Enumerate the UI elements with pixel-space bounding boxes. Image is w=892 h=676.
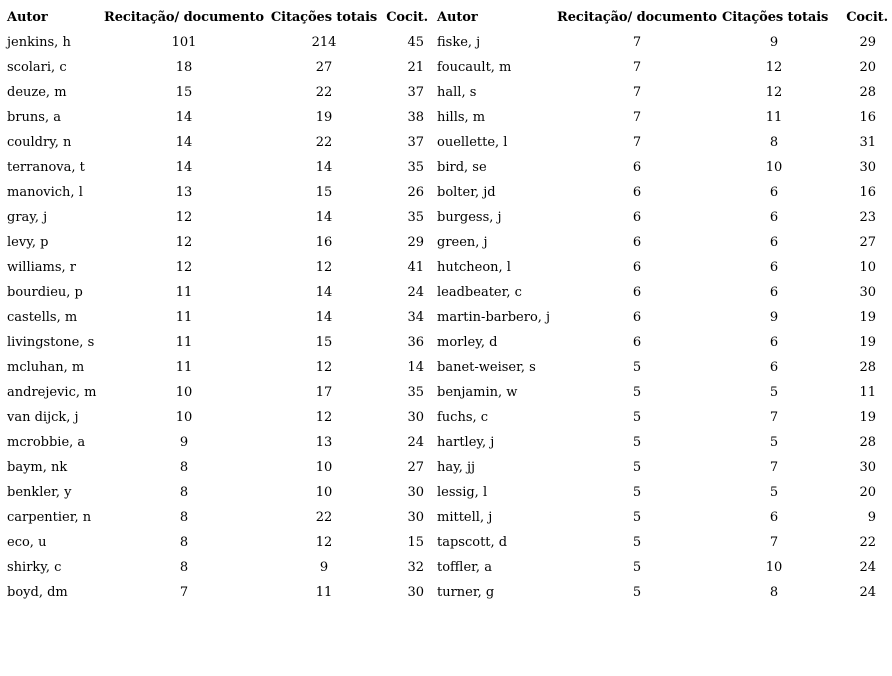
right-author-cell: turner, g bbox=[437, 585, 495, 600]
left-author-cell: jenkins, h bbox=[7, 35, 71, 50]
left-cocitation-cell: 37 bbox=[407, 135, 424, 150]
right-author-cell: hutcheon, l bbox=[437, 260, 511, 275]
right-recitation-cell: 7 bbox=[632, 60, 642, 75]
right-cocitation-cell: 24 bbox=[859, 560, 876, 575]
right-cocitation-cell: 30 bbox=[859, 285, 876, 300]
table-row bbox=[0, 530, 892, 555]
right-author-cell: burgess, j bbox=[437, 210, 502, 225]
left-recitation-cell: 9 bbox=[179, 435, 189, 450]
left-recitation-cell: 11 bbox=[175, 310, 193, 325]
left-recitation-cell: 14 bbox=[175, 135, 193, 150]
right-author-cell: bolter, jd bbox=[437, 185, 496, 200]
left-author-cell: benkler, y bbox=[7, 485, 72, 500]
table-row bbox=[0, 380, 892, 405]
left-total-citations-cell: 11 bbox=[315, 585, 333, 600]
left-author-cell: eco, u bbox=[7, 535, 47, 550]
left-cocitation-cell: 36 bbox=[407, 335, 424, 350]
right-cocitation-cell: 28 bbox=[859, 360, 876, 375]
left-cocitation-cell: 27 bbox=[407, 460, 424, 475]
left-cocitation-cell: 24 bbox=[407, 285, 424, 300]
left-total-citations-cell: 12 bbox=[315, 360, 333, 375]
left-author-cell: andrejevic, m bbox=[7, 385, 97, 400]
right-cocitation-cell: 20 bbox=[859, 60, 876, 75]
right-total-citations-cell: 6 bbox=[769, 360, 779, 375]
left-total-citations-cell: 22 bbox=[315, 85, 333, 100]
left-cocitation-cell: 29 bbox=[407, 235, 424, 250]
right-total-citations-cell: 9 bbox=[769, 35, 779, 50]
left-cocitation-cell: 35 bbox=[407, 210, 424, 225]
left-cocitation-cell: 35 bbox=[407, 160, 424, 175]
table-row bbox=[0, 305, 892, 330]
right-total-citations-cell: 6 bbox=[769, 210, 779, 225]
left-total-citations-cell: 22 bbox=[315, 510, 333, 525]
right-recitation-cell: 7 bbox=[632, 135, 642, 150]
left-author-cell: baym, nk bbox=[7, 460, 68, 475]
right-cocitation-cell: 9 bbox=[867, 510, 876, 525]
right-author-cell: hay, jj bbox=[437, 460, 476, 475]
left-author-cell: terranova, t bbox=[7, 160, 85, 175]
right-author-cell: leadbeater, c bbox=[437, 285, 522, 300]
left-recitation-cell: 10 bbox=[175, 385, 193, 400]
left-author-cell: mcluhan, m bbox=[7, 360, 85, 375]
right-total-citations-cell: 6 bbox=[769, 235, 779, 250]
left-recitation-cell: 14 bbox=[175, 160, 193, 175]
table-row bbox=[0, 405, 892, 430]
left-total-citations-cell: 12 bbox=[315, 410, 333, 425]
left-author-cell: williams, r bbox=[7, 260, 76, 275]
right-recitation-cell: 5 bbox=[632, 460, 642, 475]
left-recitation-cell: 8 bbox=[179, 460, 189, 475]
right-author-cell: toffler, a bbox=[437, 560, 492, 575]
right-total-citations-cell: 5 bbox=[769, 435, 779, 450]
right-cocitation-cell: 31 bbox=[859, 135, 876, 150]
left-cocitation-cell: 32 bbox=[407, 560, 424, 575]
right-recitation-cell: 6 bbox=[632, 235, 642, 250]
table-row bbox=[0, 180, 892, 205]
right-recitation-cell: 6 bbox=[632, 310, 642, 325]
left-cocitation-cell: 30 bbox=[407, 585, 424, 600]
right-total-citations-cell: 5 bbox=[769, 485, 779, 500]
right-author-cell: hills, m bbox=[437, 110, 486, 125]
left-recitation-cell: 11 bbox=[175, 285, 193, 300]
right-total-citations-cell: 6 bbox=[769, 260, 779, 275]
left-total-citations-cell: 27 bbox=[315, 60, 333, 75]
header-recitation: Recitação/ documento bbox=[104, 10, 264, 25]
table-row bbox=[0, 455, 892, 480]
left-total-citations-cell: 214 bbox=[311, 35, 337, 50]
right-author-cell: lessig, l bbox=[437, 485, 488, 500]
left-total-citations-cell: 15 bbox=[315, 185, 333, 200]
left-total-citations-cell: 13 bbox=[315, 435, 333, 450]
right-total-citations-cell: 6 bbox=[769, 510, 779, 525]
right-recitation-cell: 5 bbox=[632, 510, 642, 525]
right-recitation-cell: 6 bbox=[632, 185, 642, 200]
left-cocitation-cell: 38 bbox=[407, 110, 424, 125]
left-author-cell: shirky, c bbox=[7, 560, 62, 575]
left-author-cell: couldry, n bbox=[7, 135, 72, 150]
right-author-cell: green, j bbox=[437, 235, 488, 250]
right-recitation-cell: 5 bbox=[632, 485, 642, 500]
left-total-citations-cell: 17 bbox=[315, 385, 333, 400]
table-row bbox=[0, 105, 892, 130]
left-author-cell: manovich, l bbox=[7, 185, 83, 200]
left-cocitation-cell: 35 bbox=[407, 385, 424, 400]
left-recitation-cell: 8 bbox=[179, 560, 189, 575]
left-total-citations-cell: 10 bbox=[315, 485, 333, 500]
left-total-citations-cell: 12 bbox=[315, 535, 333, 550]
left-total-citations-cell: 9 bbox=[319, 560, 329, 575]
right-cocitation-cell: 27 bbox=[859, 235, 876, 250]
left-recitation-cell: 11 bbox=[175, 360, 193, 375]
right-recitation-cell: 7 bbox=[632, 110, 642, 125]
left-recitation-cell: 12 bbox=[175, 260, 193, 275]
right-author-cell: fiske, j bbox=[437, 35, 481, 50]
right-recitation-cell: 5 bbox=[632, 410, 642, 425]
right-total-citations-cell: 10 bbox=[765, 560, 783, 575]
table-body bbox=[0, 30, 892, 605]
right-recitation-cell: 5 bbox=[632, 535, 642, 550]
left-author-cell: carpentier, n bbox=[7, 510, 92, 525]
right-cocitation-cell: 11 bbox=[859, 385, 876, 400]
left-cocitation-cell: 14 bbox=[407, 360, 424, 375]
left-recitation-cell: 10 bbox=[175, 410, 193, 425]
right-cocitation-cell: 30 bbox=[859, 160, 876, 175]
right-recitation-cell: 5 bbox=[632, 360, 642, 375]
right-cocitation-cell: 30 bbox=[859, 460, 876, 475]
right-total-citations-cell: 12 bbox=[765, 85, 783, 100]
right-recitation-cell: 5 bbox=[632, 385, 642, 400]
right-author-cell: ouellette, l bbox=[437, 135, 508, 150]
right-author-cell: tapscott, d bbox=[437, 535, 508, 550]
right-recitation-cell: 7 bbox=[632, 85, 642, 100]
left-total-citations-cell: 12 bbox=[315, 260, 333, 275]
left-recitation-cell: 12 bbox=[175, 210, 193, 225]
right-cocitation-cell: 16 bbox=[859, 110, 876, 125]
left-total-citations-cell: 19 bbox=[315, 110, 333, 125]
table-row bbox=[0, 430, 892, 455]
right-cocitation-cell: 19 bbox=[859, 335, 876, 350]
left-author-cell: bourdieu, p bbox=[7, 285, 83, 300]
left-cocitation-cell: 15 bbox=[407, 535, 424, 550]
right-recitation-cell: 6 bbox=[632, 210, 642, 225]
left-cocitation-cell: 45 bbox=[407, 35, 424, 50]
left-cocitation-cell: 26 bbox=[407, 185, 424, 200]
right-recitation-cell: 5 bbox=[632, 435, 642, 450]
left-cocitation-cell: 34 bbox=[407, 310, 424, 325]
table-row bbox=[0, 230, 892, 255]
table-row bbox=[0, 205, 892, 230]
right-cocitation-cell: 19 bbox=[859, 310, 876, 325]
right-total-citations-cell: 11 bbox=[765, 110, 783, 125]
left-cocitation-cell: 30 bbox=[407, 485, 424, 500]
right-cocitation-cell: 23 bbox=[859, 210, 876, 225]
left-recitation-cell: 8 bbox=[179, 535, 189, 550]
left-recitation-cell: 18 bbox=[175, 60, 193, 75]
left-recitation-cell: 12 bbox=[175, 235, 193, 250]
table-row bbox=[0, 580, 892, 605]
right-recitation-cell: 5 bbox=[632, 560, 642, 575]
left-total-citations-cell: 14 bbox=[315, 160, 333, 175]
table-row bbox=[0, 355, 892, 380]
right-cocitation-cell: 24 bbox=[859, 585, 876, 600]
left-recitation-cell: 7 bbox=[179, 585, 189, 600]
right-recitation-cell: 6 bbox=[632, 160, 642, 175]
right-author-cell: mittell, j bbox=[437, 510, 493, 525]
table-row bbox=[0, 55, 892, 80]
right-author-cell: banet-weiser, s bbox=[437, 360, 536, 375]
left-total-citations-cell: 14 bbox=[315, 285, 333, 300]
right-total-citations-cell: 8 bbox=[769, 135, 779, 150]
left-recitation-cell: 8 bbox=[179, 485, 189, 500]
right-total-citations-cell: 6 bbox=[769, 285, 779, 300]
right-cocitation-cell: 28 bbox=[859, 435, 876, 450]
right-total-citations-cell: 5 bbox=[769, 385, 779, 400]
left-recitation-cell: 13 bbox=[175, 185, 193, 200]
header-total-citations: Citações totais bbox=[722, 10, 829, 25]
left-cocitation-cell: 37 bbox=[407, 85, 424, 100]
citation-table bbox=[0, 5, 892, 605]
left-total-citations-cell: 14 bbox=[315, 210, 333, 225]
header-cocitation: Cocit. bbox=[386, 10, 428, 25]
left-recitation-cell: 15 bbox=[175, 85, 193, 100]
right-total-citations-cell: 9 bbox=[769, 310, 779, 325]
left-total-citations-cell: 22 bbox=[315, 135, 333, 150]
right-total-citations-cell: 10 bbox=[765, 160, 783, 175]
left-recitation-cell: 101 bbox=[171, 35, 197, 50]
header-author: Autor bbox=[7, 10, 48, 25]
table-row bbox=[0, 30, 892, 55]
right-cocitation-cell: 28 bbox=[859, 85, 876, 100]
right-author-cell: fuchs, c bbox=[437, 410, 489, 425]
left-author-cell: van dijck, j bbox=[7, 410, 79, 425]
left-cocitation-cell: 30 bbox=[407, 410, 424, 425]
right-author-cell: hartley, j bbox=[437, 435, 495, 450]
left-cocitation-cell: 41 bbox=[407, 260, 424, 275]
right-author-cell: benjamin, w bbox=[437, 385, 518, 400]
header-author: Autor bbox=[437, 10, 478, 25]
left-author-cell: scolari, c bbox=[7, 60, 67, 75]
left-author-cell: castells, m bbox=[7, 310, 78, 325]
right-author-cell: martin-barbero, j bbox=[437, 310, 551, 325]
right-recitation-cell: 6 bbox=[632, 285, 642, 300]
table-row bbox=[0, 80, 892, 105]
right-recitation-cell: 5 bbox=[632, 585, 642, 600]
table-row bbox=[0, 280, 892, 305]
table-row bbox=[0, 480, 892, 505]
table-row bbox=[0, 155, 892, 180]
right-cocitation-cell: 16 bbox=[859, 185, 876, 200]
right-cocitation-cell: 29 bbox=[859, 35, 876, 50]
right-total-citations-cell: 6 bbox=[769, 185, 779, 200]
left-cocitation-cell: 21 bbox=[407, 60, 424, 75]
left-total-citations-cell: 10 bbox=[315, 460, 333, 475]
right-recitation-cell: 7 bbox=[632, 35, 642, 50]
right-cocitation-cell: 22 bbox=[859, 535, 876, 550]
right-total-citations-cell: 8 bbox=[769, 585, 779, 600]
right-cocitation-cell: 19 bbox=[859, 410, 876, 425]
right-author-cell: hall, s bbox=[437, 85, 477, 100]
right-recitation-cell: 6 bbox=[632, 335, 642, 350]
left-total-citations-cell: 15 bbox=[315, 335, 333, 350]
right-total-citations-cell: 7 bbox=[769, 410, 779, 425]
header-cocitation: Cocit. bbox=[846, 10, 888, 25]
table-row bbox=[0, 255, 892, 280]
right-author-cell: foucault, m bbox=[437, 60, 512, 75]
header-total-citations: Citações totais bbox=[270, 10, 378, 25]
left-recitation-cell: 11 bbox=[175, 335, 193, 350]
right-total-citations-cell: 6 bbox=[769, 335, 779, 350]
table-row bbox=[0, 130, 892, 155]
left-author-cell: gray, j bbox=[7, 210, 48, 225]
left-author-cell: livingstone, s bbox=[7, 335, 95, 350]
left-cocitation-cell: 24 bbox=[407, 435, 424, 450]
right-author-cell: bird, se bbox=[437, 160, 487, 175]
left-author-cell: boyd, dm bbox=[7, 585, 68, 600]
header-row bbox=[0, 5, 892, 30]
left-cocitation-cell: 30 bbox=[407, 510, 424, 525]
left-total-citations-cell: 14 bbox=[315, 310, 333, 325]
right-total-citations-cell: 12 bbox=[765, 60, 783, 75]
left-author-cell: bruns, a bbox=[7, 110, 61, 125]
header-recitation: Recitação/ documento bbox=[557, 10, 717, 25]
table-row bbox=[0, 555, 892, 580]
right-total-citations-cell: 7 bbox=[769, 460, 779, 475]
table-row bbox=[0, 505, 892, 530]
left-author-cell: deuze, m bbox=[7, 85, 67, 100]
left-recitation-cell: 8 bbox=[179, 510, 189, 525]
right-recitation-cell: 6 bbox=[632, 260, 642, 275]
right-cocitation-cell: 20 bbox=[859, 485, 876, 500]
right-total-citations-cell: 7 bbox=[769, 535, 779, 550]
right-author-cell: morley, d bbox=[437, 335, 498, 350]
left-recitation-cell: 14 bbox=[175, 110, 193, 125]
left-author-cell: levy, p bbox=[7, 235, 49, 250]
left-author-cell: mcrobbie, a bbox=[7, 435, 86, 450]
table-row bbox=[0, 330, 892, 355]
left-total-citations-cell: 16 bbox=[315, 235, 333, 250]
right-cocitation-cell: 10 bbox=[859, 260, 876, 275]
